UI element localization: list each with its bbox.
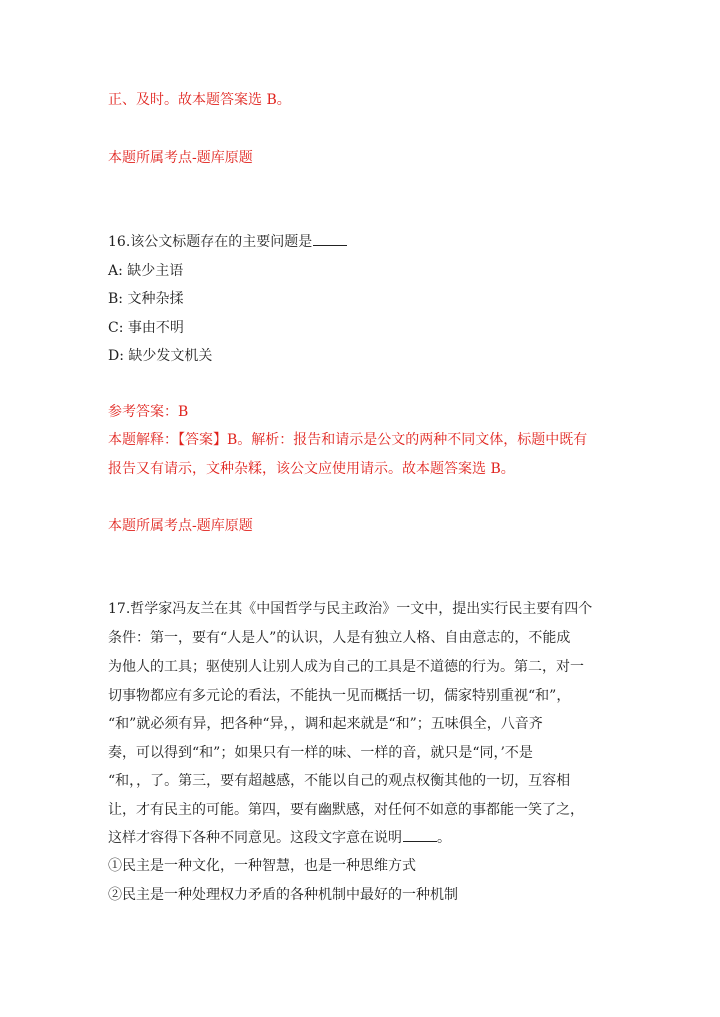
q17-stem-text: 这样才容得下各种不同意见。这段文字意在说明 (108, 830, 402, 846)
option-key: C: (108, 320, 124, 336)
q16-explanation-line: 报告又有请示，文种杂糅，该公文应使用请示。故本题答案选 B。 (108, 461, 515, 477)
q17-answer-blank (403, 828, 437, 842)
q17-stem-last-line (108, 828, 451, 848)
prev-explanation-tail: 正、及时。故本题答案选 B。 (108, 92, 291, 108)
q17-stem-line: “和”就必须有异，把各种“异，，调和起来就是“和”；五味俱全，八音齐 (108, 716, 543, 732)
q16-explanation-line: 本题解释：【答案】B。解析：报告和请示是公文的两种不同文体，标题中既有 (108, 432, 588, 448)
q16-answer: 参考答案：B (108, 404, 189, 420)
q16-option-c (108, 318, 184, 338)
option-key: B: (108, 291, 124, 307)
option-text: 事由不明 (127, 320, 184, 336)
q17-option-2: ②民主是一种处理权力矛盾的各种机制中最好的一种机制 (108, 887, 458, 903)
q17-option-1: ①民主是一种文化，一种智慧，也是一种思维方式 (108, 858, 416, 874)
q16-option-b (108, 289, 183, 309)
option-key: A: (108, 263, 123, 279)
q16-option-d (108, 346, 212, 366)
q17-stem-line: 切事物都应有多元论的看法，不能执一见而概括一切，儒家特别重视“和”， (108, 688, 571, 704)
q17-stem-line: 为他人的工具；驱使别人让别人成为自己的工具是不道德的行为。第二，对一 (108, 659, 584, 675)
option-text: 文种杂揉 (127, 291, 184, 307)
option-text: 缺少发文机关 (128, 348, 213, 364)
q17-stem-line: 奏，可以得到“和”；如果只有一样的味、一样的音，就只是“同，’不是 (108, 745, 533, 761)
q17-stem-line: 条件：第一，要有“人是人”的认识，人是有独立人格、自由意志的，不能成 (108, 630, 571, 646)
option-key: D: (108, 348, 124, 364)
q16-option-a (108, 261, 183, 281)
prev-source-tag: 本题所属考点-题库原题 (108, 150, 253, 166)
q17-stem-end: 。 (437, 830, 451, 846)
q17-stem-line: “和，，了。第三，要有超越感，不能以自己的观点权衡其他的一切，互容相 (108, 773, 571, 789)
q17-stem-line: 17.哲学家冯友兰在其《中国哲学与民主政治》一文中，提出实行民主要有四个 (108, 601, 593, 617)
q16-answer-blank (313, 232, 347, 246)
q16-source-tag: 本题所属考点-题库原题 (108, 518, 253, 534)
q17-stem-line: 让，才有民主的可能。第四，要有幽默感，对任何不如意的事都能一笑了之， (108, 802, 584, 818)
q16-stem (108, 232, 347, 252)
option-text: 缺少主语 (127, 263, 184, 279)
q16-stem-text: 16.该公文标题存在的主要问题是 (108, 234, 313, 250)
